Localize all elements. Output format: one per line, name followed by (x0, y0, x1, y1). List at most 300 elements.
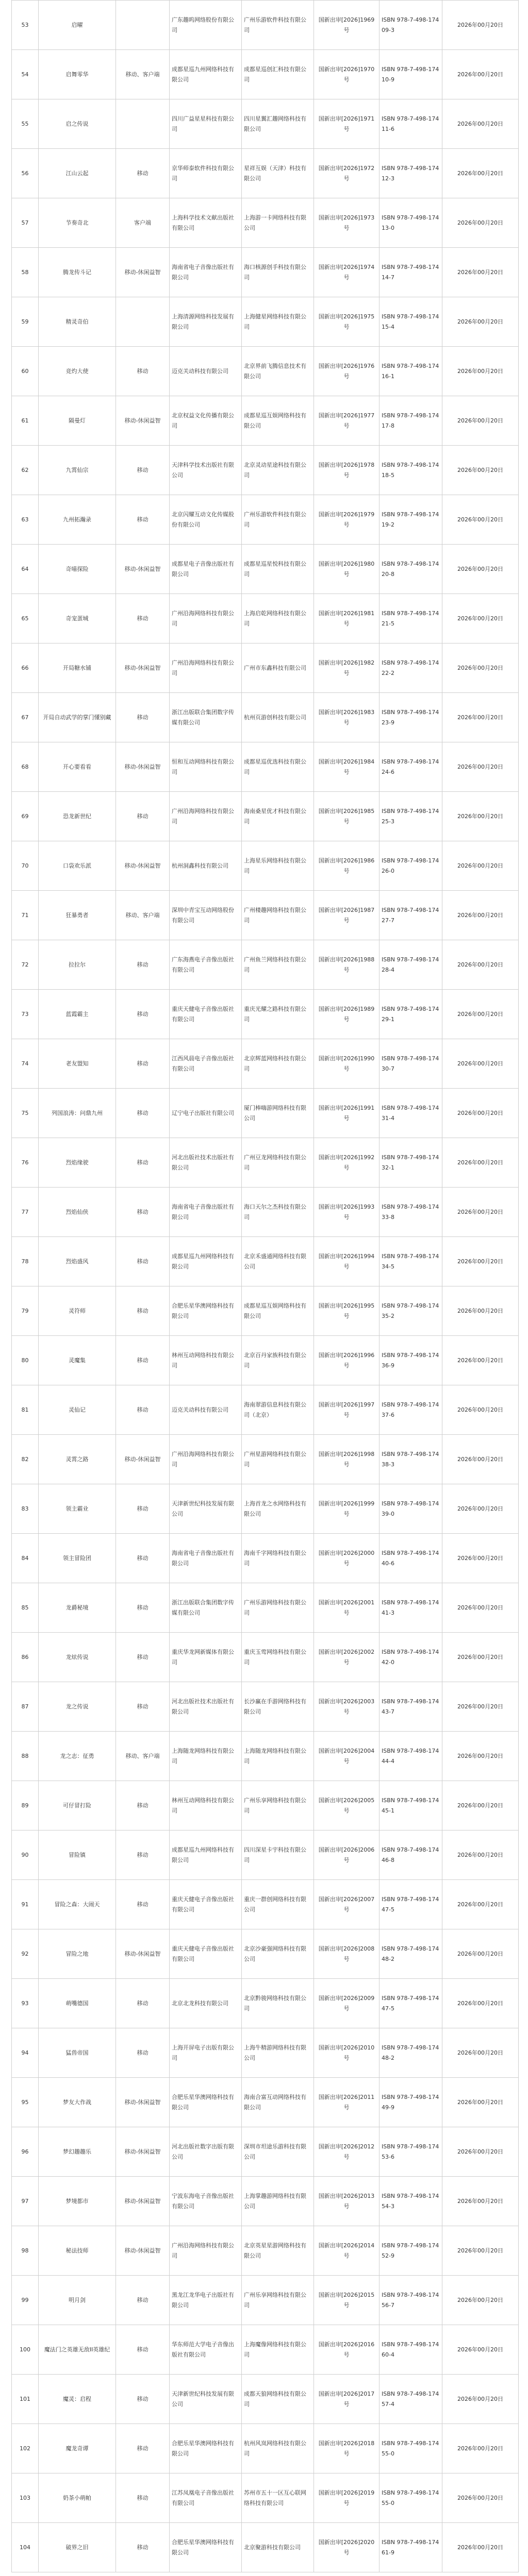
approval-number: 国新出审[2026]2017号 (314, 2375, 380, 2424)
operator-unit: 北京沙豪强网络科技有限公司 (242, 1929, 314, 1979)
game-type: 移动 (116, 1781, 170, 1831)
row-number: 95 (12, 2078, 39, 2127)
table-row (12, 248, 519, 297)
operator-unit: 北京禾盛通网络科技有限公司 (242, 1237, 314, 1286)
game-type: 移动 (116, 1336, 170, 1385)
approval-date: 2026年00月20日 (442, 643, 519, 693)
game-name: 腾龙传斗记 (39, 248, 116, 297)
approval-date: 2026年00月20日 (442, 99, 519, 149)
game-type: 移动 (116, 1286, 170, 1336)
row-number: 83 (12, 1484, 39, 1534)
isbn-number: ISBN 978-7-498-17419-2 (380, 495, 442, 545)
row-number: 91 (12, 1880, 39, 1929)
isbn-number: ISBN 978-7-498-17434-5 (380, 1237, 442, 1286)
table-row (12, 1089, 519, 1138)
approval-date: 2026年00月20日 (442, 792, 519, 841)
isbn-number: ISBN 978-7-498-17448-2 (380, 1929, 442, 1979)
row-number: 77 (12, 1188, 39, 1237)
publisher-unit: 合肥乐星华澳网络科技有限公司 (170, 2078, 242, 2127)
approval-number: 国新出审[2026]2018号 (314, 2424, 380, 2473)
approval-date: 2026年00月20日 (442, 198, 519, 248)
isbn-number: ISBN 978-7-498-17421-5 (380, 594, 442, 643)
approval-number: 国新出审[2026]1971号 (314, 99, 380, 149)
game-name: 冒险之森：大闹天 (39, 1880, 116, 1929)
publisher-unit: 北京北龙科技有限公司 (170, 1979, 242, 2028)
approval-date: 2026年00月20日 (442, 545, 519, 594)
row-number: 85 (12, 1583, 39, 1633)
approval-number: 国新出审[2026]1989号 (314, 990, 380, 1039)
isbn-number: ISBN 978-7-498-17415-4 (380, 297, 442, 347)
row-number: 72 (12, 940, 39, 990)
table-row (12, 2127, 519, 2177)
operator-unit: 北京黔骏网络科技有限公司 (242, 1979, 314, 2028)
isbn-number: ISBN 978-7-498-17455-0 (380, 2473, 442, 2523)
approval-number: 国新出审[2026]1983号 (314, 693, 380, 742)
row-number: 57 (12, 198, 39, 248)
game-type: 移动 (116, 2325, 170, 2375)
approval-number: 国新出审[2026]2016号 (314, 2325, 380, 2375)
approval-number: 国新出审[2026]1981号 (314, 594, 380, 643)
row-number: 102 (12, 2424, 39, 2473)
approval-date: 2026年00月20日 (442, 2127, 519, 2177)
row-number: 97 (12, 2177, 39, 2226)
approval-number: 国新出审[2026]1994号 (314, 1237, 380, 1286)
row-number: 96 (12, 2127, 39, 2177)
publisher-unit: 林州互动网络科技有限公司 (170, 1781, 242, 1831)
game-name: 龙爵秘境 (39, 1583, 116, 1633)
publisher-unit: 四川广益星星科技有限公司 (170, 99, 242, 149)
approval-date: 2026年00月20日 (442, 2375, 519, 2424)
approval-date: 2026年00月20日 (442, 149, 519, 198)
publisher-unit: 迈克关动科技有限公司 (170, 1385, 242, 1435)
game-type: 移动-休闲益智 (116, 2078, 170, 2127)
game-name: 灵魔集 (39, 1336, 116, 1385)
row-number: 88 (12, 1732, 39, 1781)
row-number: 103 (12, 2473, 39, 2523)
game-name: 奇喵探险 (39, 545, 116, 594)
row-number: 56 (12, 149, 39, 198)
game-name: 列国浪涛：问鼎九州 (39, 1089, 116, 1138)
publisher-unit: 重庆天健电子音像出版社有限公司 (170, 1880, 242, 1929)
approval-date: 2026年00月20日 (442, 1188, 519, 1237)
approval-number: 国新出审[2026]2012号 (314, 2127, 380, 2177)
row-number: 73 (12, 990, 39, 1039)
isbn-number: ISBN 978-7-498-17456-7 (380, 2276, 442, 2325)
isbn-number: ISBN 978-7-498-17420-8 (380, 545, 442, 594)
approval-date: 2026年00月20日 (442, 1089, 519, 1138)
operator-unit: 上海魔像网络科技有限公司 (242, 2325, 314, 2375)
isbn-number: ISBN 978-7-498-17447-5 (380, 1979, 442, 2028)
approval-date: 2026年00月20日 (442, 50, 519, 99)
operator-unit: 广州市东鑫科技有限公司 (242, 643, 314, 693)
operator-unit: 四川深星卡宇科技有限公司 (242, 1831, 314, 1880)
game-type: 移动 (116, 1979, 170, 2028)
approval-number: 国新出审[2026]1990号 (314, 1039, 380, 1089)
game-type: 移动-休闲益智 (116, 2177, 170, 2226)
publisher-unit: 成都星巡九州网络科技有限公司 (170, 50, 242, 99)
isbn-number: ISBN 978-7-498-17423-9 (380, 693, 442, 742)
approval-number: 国新出审[2026]1985号 (314, 792, 380, 841)
publisher-unit: 上海开屏电子出版有限公司 (170, 2028, 242, 2078)
operator-unit: 厦门棒嗨游网络科技有限公司 (242, 1089, 314, 1138)
table-row (12, 2473, 519, 2523)
game-name: 启曜 (39, 1, 116, 50)
approval-date: 2026年00月20日 (442, 2177, 519, 2226)
approval-number: 国新出审[2026]2013号 (314, 2177, 380, 2226)
isbn-number: ISBN 978-7-498-17445-1 (380, 1781, 442, 1831)
row-number: 61 (12, 396, 39, 446)
operator-unit: 成都天狼网络科技有限公司 (242, 2375, 314, 2424)
operator-unit: 广州乐游网络科技有限公司 (242, 1583, 314, 1633)
operator-unit: 广州乐游软件科技有限公司 (242, 495, 314, 545)
game-name: 梦境都市 (39, 2177, 116, 2226)
approval-number: 国新出审[2026]2004号 (314, 1732, 380, 1781)
approval-date: 2026年00月20日 (442, 2473, 519, 2523)
game-type: 移动 (116, 1880, 170, 1929)
game-name: 开局自动武学的掌门懂别藏 (39, 693, 116, 742)
game-name: 恐龙新世纪 (39, 792, 116, 841)
table-row (12, 50, 519, 99)
game-name: 启之传说 (39, 99, 116, 149)
approval-date: 2026年00月20日 (442, 742, 519, 792)
row-number: 67 (12, 693, 39, 742)
game-type: 移动 (116, 2028, 170, 2078)
operator-unit: 广州乐享网络科技有限公司 (242, 2276, 314, 2325)
game-type: 移动-休闲益智 (116, 2127, 170, 2177)
game-type: 移动-休闲益智 (116, 643, 170, 693)
approval-number: 国新出审[2026]1977号 (314, 396, 380, 446)
row-number: 84 (12, 1534, 39, 1583)
publisher-unit: 京华师泰软件科技有限公司 (170, 149, 242, 198)
game-name: 烈焰缘驶 (39, 1138, 116, 1188)
game-name: 梦友大作战 (39, 2078, 116, 2127)
table-row (12, 1831, 519, 1880)
game-type (116, 297, 170, 347)
row-number: 92 (12, 1929, 39, 1979)
game-type: 移动 (116, 1831, 170, 1880)
approval-number: 国新出审[2026]1979号 (314, 495, 380, 545)
game-type: 移动 (116, 446, 170, 495)
publisher-unit: 河北出版社技术出版社有限公司 (170, 1682, 242, 1732)
table-row (12, 495, 519, 545)
row-number: 89 (12, 1781, 39, 1831)
publisher-unit: 合肥乐星华澳网络科技有限公司 (170, 2523, 242, 2572)
operator-unit: 重庆一群创网络科技有限公司 (242, 1880, 314, 1929)
approval-date: 2026年00月20日 (442, 1732, 519, 1781)
game-type: 移动 (116, 1583, 170, 1633)
game-type: 移动 (116, 2276, 170, 2325)
row-number: 90 (12, 1831, 39, 1880)
operator-unit: 成都星巡互娱网络科技有限公司 (242, 396, 314, 446)
approval-number: 国新出审[2026]2007号 (314, 1880, 380, 1929)
approval-number: 国新出审[2026]2015号 (314, 2276, 380, 2325)
approval-number: 国新出审[2026]1976号 (314, 347, 380, 396)
operator-unit: 深圳市坦途乐游科技有限公司 (242, 2127, 314, 2177)
game-name: 蓝霞霸主 (39, 990, 116, 1039)
publisher-unit: 迈克关动科技有限公司 (170, 347, 242, 396)
game-type: 移动 (116, 990, 170, 1039)
table-row (12, 2375, 519, 2424)
approval-date: 2026年00月20日 (442, 1781, 519, 1831)
table-row (12, 1979, 519, 2028)
operator-unit: 海南合富互动网络科技有限公司 (242, 2078, 314, 2127)
approval-date: 2026年00月20日 (442, 495, 519, 545)
table-row (12, 297, 519, 347)
row-number: 78 (12, 1237, 39, 1286)
game-type (116, 1, 170, 50)
game-name: 江山云起 (39, 149, 116, 198)
approval-number: 国新出审[2026]1980号 (314, 545, 380, 594)
publisher-unit: 广州沿海网络科技有限公司 (170, 643, 242, 693)
approval-date: 2026年00月20日 (442, 396, 519, 446)
game-name: 九霄仙宗 (39, 446, 116, 495)
isbn-number: ISBN 978-7-498-17430-7 (380, 1039, 442, 1089)
game-type: 移动-休闲益智 (116, 1435, 170, 1484)
row-number: 79 (12, 1286, 39, 1336)
table-row (12, 2276, 519, 2325)
isbn-number: ISBN 978-7-498-17422-2 (380, 643, 442, 693)
game-type: 移动-休闲益智 (116, 248, 170, 297)
row-number: 69 (12, 792, 39, 841)
approval-number: 国新出审[2026]1998号 (314, 1435, 380, 1484)
approval-number: 国新出审[2026]1991号 (314, 1089, 380, 1138)
operator-unit: 海口天尔之杰科技有限公司 (242, 1188, 314, 1237)
approval-date: 2026年00月20日 (442, 1138, 519, 1188)
isbn-number: ISBN 978-7-498-17409-3 (380, 1, 442, 50)
game-name: 冒险镇 (39, 1831, 116, 1880)
approval-number: 国新出审[2026]2006号 (314, 1831, 380, 1880)
publisher-unit: 天津科学技术出版社有限公司 (170, 446, 242, 495)
game-name: 节奏奇北 (39, 198, 116, 248)
isbn-number: ISBN 978-7-498-17429-1 (380, 990, 442, 1039)
operator-unit: 星祥互娱（天津）科技有限公司 (242, 149, 314, 198)
game-name: 奇宠蛋城 (39, 594, 116, 643)
publisher-unit: 江苏凤凰电子音像出版社有限公司 (170, 2473, 242, 2523)
isbn-number: ISBN 978-7-498-17417-8 (380, 396, 442, 446)
approval-number: 国新出审[2026]1988号 (314, 940, 380, 990)
approval-date: 2026年00月20日 (442, 1682, 519, 1732)
row-number: 100 (12, 2325, 39, 2375)
approval-date: 2026年00月20日 (442, 248, 519, 297)
table-row (12, 742, 519, 792)
game-type: 移动-休闲益智 (116, 742, 170, 792)
game-type: 移动-休闲益智 (116, 545, 170, 594)
game-type: 移动 (116, 1039, 170, 1089)
publisher-unit: 华东师范大学电子音像出版社有限公司 (170, 2325, 242, 2375)
isbn-number: ISBN 978-7-498-17413-0 (380, 198, 442, 248)
row-number: 75 (12, 1089, 39, 1138)
approval-number: 国新出审[2026]2001号 (314, 1583, 380, 1633)
table-row (12, 347, 519, 396)
table-row (12, 792, 519, 841)
table-row (12, 2523, 519, 2572)
approval-date: 2026年00月20日 (442, 693, 519, 742)
isbn-number: ISBN 978-7-498-17432-1 (380, 1138, 442, 1188)
operator-unit: 上海首龙之水网络科技有限公司 (242, 1484, 314, 1534)
game-name: 魔龙奇谭 (39, 2424, 116, 2473)
operator-unit: 海南桑星优才科技有限公司 (242, 792, 314, 841)
publisher-unit: 河北出版社数字出版有限公司 (170, 2127, 242, 2177)
game-type: 移动 (116, 792, 170, 841)
game-name: 奶茶小萌帕 (39, 2473, 116, 2523)
game-name: 领主霸业 (39, 1484, 116, 1534)
isbn-number: ISBN 978-7-498-17427-7 (380, 891, 442, 940)
game-name: 明月剑 (39, 2276, 116, 2325)
table-row (12, 1188, 519, 1237)
row-number: 65 (12, 594, 39, 643)
table-row (12, 1286, 519, 1336)
table-row (12, 1039, 519, 1089)
game-name: 狂暴勇者 (39, 891, 116, 940)
isbn-number: ISBN 978-7-498-17441-3 (380, 1583, 442, 1633)
table-row (12, 1, 519, 50)
operator-unit: 海口核源创手科技有限公司 (242, 248, 314, 297)
approval-date: 2026年00月20日 (442, 1929, 519, 1979)
game-type: 移动、客户端 (116, 50, 170, 99)
game-name: 魔灵：启程 (39, 2375, 116, 2424)
publisher-unit: 北京权益文化传播有限公司 (170, 396, 242, 446)
approval-number: 国新出审[2026]1972号 (314, 149, 380, 198)
approval-date: 2026年00月20日 (442, 2325, 519, 2375)
row-number: 59 (12, 297, 39, 347)
row-number: 80 (12, 1336, 39, 1385)
publisher-unit: 北京闪耀互动文化传媒股份有限公司 (170, 495, 242, 545)
approval-number: 国新出审[2026]2003号 (314, 1682, 380, 1732)
isbn-number: ISBN 978-7-498-17461-9 (380, 2523, 442, 2572)
table-row (12, 545, 519, 594)
publisher-unit: 广州沿海网络科技有限公司 (170, 594, 242, 643)
approval-date: 2026年00月20日 (442, 2078, 519, 2127)
publisher-unit: 广州沿海网络科技有限公司 (170, 2226, 242, 2276)
game-name: 九州拓瀚录 (39, 495, 116, 545)
row-number: 55 (12, 99, 39, 149)
operator-unit: 成都星巡创汇科技有限公司 (242, 50, 314, 99)
row-number: 86 (12, 1633, 39, 1682)
table-row (12, 2177, 519, 2226)
game-type: 移动、客户端 (116, 891, 170, 940)
operator-unit: 上海牛精游网络科技有限公司 (242, 2028, 314, 2078)
row-number: 101 (12, 2375, 39, 2424)
publisher-unit: 海南省电子音像出版社有限公司 (170, 1188, 242, 1237)
operator-unit: 四川星翼汇趣网络科技有限公司 (242, 99, 314, 149)
row-number: 53 (12, 1, 39, 50)
game-name: 龙之传说 (39, 1682, 116, 1732)
publisher-unit: 深圳中青宝互动网络股份有限公司 (170, 891, 242, 940)
approval-date: 2026年00月20日 (442, 1385, 519, 1435)
approval-number: 国新出审[2026]2019号 (314, 2473, 380, 2523)
row-number: 94 (12, 2028, 39, 2078)
isbn-number: ISBN 978-7-498-17418-5 (380, 446, 442, 495)
operator-unit: 重庆光耀之路科技有限公司 (242, 990, 314, 1039)
approval-date: 2026年00月20日 (442, 2276, 519, 2325)
isbn-number: ISBN 978-7-498-17414-7 (380, 248, 442, 297)
publisher-unit: 黑龙江龙华电子出版社有限公司 (170, 2276, 242, 2325)
isbn-number: ISBN 978-7-498-17457-4 (380, 2375, 442, 2424)
row-number: 60 (12, 347, 39, 396)
isbn-number: ISBN 978-7-498-17437-6 (380, 1385, 442, 1435)
game-type: 移动-休闲益智 (116, 841, 170, 891)
game-name: 灵符师 (39, 1286, 116, 1336)
game-type: 移动 (116, 495, 170, 545)
operator-unit: 杭州页游创科技有限公司 (242, 693, 314, 742)
approval-date: 2026年00月20日 (442, 1880, 519, 1929)
table-row (12, 1385, 519, 1435)
game-type: 移动-休闲益智 (116, 1929, 170, 1979)
approval-number: 国新出审[2026]2020号 (314, 2523, 380, 2572)
table-row (12, 1237, 519, 1286)
operator-unit: 成都星巡互娱网络科技有限公司 (242, 1286, 314, 1336)
isbn-number: ISBN 978-7-498-17446-8 (380, 1831, 442, 1880)
isbn-number: ISBN 978-7-498-17438-3 (380, 1435, 442, 1484)
approval-date: 2026年00月20日 (442, 1633, 519, 1682)
approval-date: 2026年00月20日 (442, 347, 519, 396)
publisher-unit: 天津新世纪科技发展有限公司 (170, 1484, 242, 1534)
row-number: 62 (12, 446, 39, 495)
row-number: 104 (12, 2523, 39, 2572)
approval-date: 2026年00月20日 (442, 2424, 519, 2473)
game-type: 移动 (116, 1682, 170, 1732)
table-row (12, 1929, 519, 1979)
row-number: 71 (12, 891, 39, 940)
approval-number: 国新出审[2026]2008号 (314, 1929, 380, 1979)
game-name: 破界之旧 (39, 2523, 116, 2572)
row-number: 54 (12, 50, 39, 99)
approval-date: 2026年00月20日 (442, 1435, 519, 1484)
publisher-unit: 广东趣呜网络股份有限公司 (170, 1, 242, 50)
row-number: 66 (12, 643, 39, 693)
game-name: 魔法门之英雄无敌II英雄纪 (39, 2325, 116, 2375)
table-row (12, 841, 519, 891)
approval-date: 2026年00月20日 (442, 446, 519, 495)
isbn-number: ISBN 978-7-498-17425-3 (380, 792, 442, 841)
isbn-number: ISBN 978-7-498-17448-2 (380, 2028, 442, 2078)
approval-date: 2026年00月20日 (442, 1039, 519, 1089)
game-name: 精灵奇伯 (39, 297, 116, 347)
publisher-unit: 合肥乐星华澳网络科技有限公司 (170, 2424, 242, 2473)
table-row (12, 1682, 519, 1732)
isbn-number: ISBN 978-7-498-17443-7 (380, 1682, 442, 1732)
operator-unit: 北京辉蓝网络科技有限公司 (242, 1039, 314, 1089)
operator-unit: 成都星巡星悦科技有限公司 (242, 545, 314, 594)
approval-date: 2026年00月20日 (442, 1286, 519, 1336)
game-type: 移动 (116, 1534, 170, 1583)
game-type: 移动 (116, 594, 170, 643)
row-number: 81 (12, 1385, 39, 1435)
approval-date: 2026年00月20日 (442, 1336, 519, 1385)
isbn-number: ISBN 978-7-498-17455-0 (380, 2424, 442, 2473)
game-name: 灵仙记 (39, 1385, 116, 1435)
row-number: 64 (12, 545, 39, 594)
isbn-number: ISBN 978-7-498-17412-3 (380, 149, 442, 198)
publisher-unit: 广州沿海网络科技有限公司 (170, 1435, 242, 1484)
publisher-unit: 辽宁电子出版社有限公司 (170, 1089, 242, 1138)
isbn-number: ISBN 978-7-498-17431-4 (380, 1089, 442, 1138)
operator-unit: 北京灵动星途科技有限公司 (242, 446, 314, 495)
game-type: 移动 (116, 940, 170, 990)
approval-number: 国新出审[2026]2000号 (314, 1534, 380, 1583)
game-name: 口袋欢乐派 (39, 841, 116, 891)
operator-unit: 上海随龙网络科技有限公司 (242, 1732, 314, 1781)
isbn-number: ISBN 978-7-498-17411-6 (380, 99, 442, 149)
game-type: 移动-休闲益智 (116, 2226, 170, 2276)
game-name: 开局糖水铺 (39, 643, 116, 693)
operator-unit: 上海游一卡网络科技有限公司 (242, 198, 314, 248)
publisher-unit: 海南省电子音像出版社有限公司 (170, 1534, 242, 1583)
operator-unit: 北京聚游科技有限公司 (242, 2523, 314, 2572)
game-name: 梦幻趣趣乐 (39, 2127, 116, 2177)
publisher-unit: 浙江出版联合集团数字传媒有限公司 (170, 693, 242, 742)
game-type: 移动 (116, 2375, 170, 2424)
